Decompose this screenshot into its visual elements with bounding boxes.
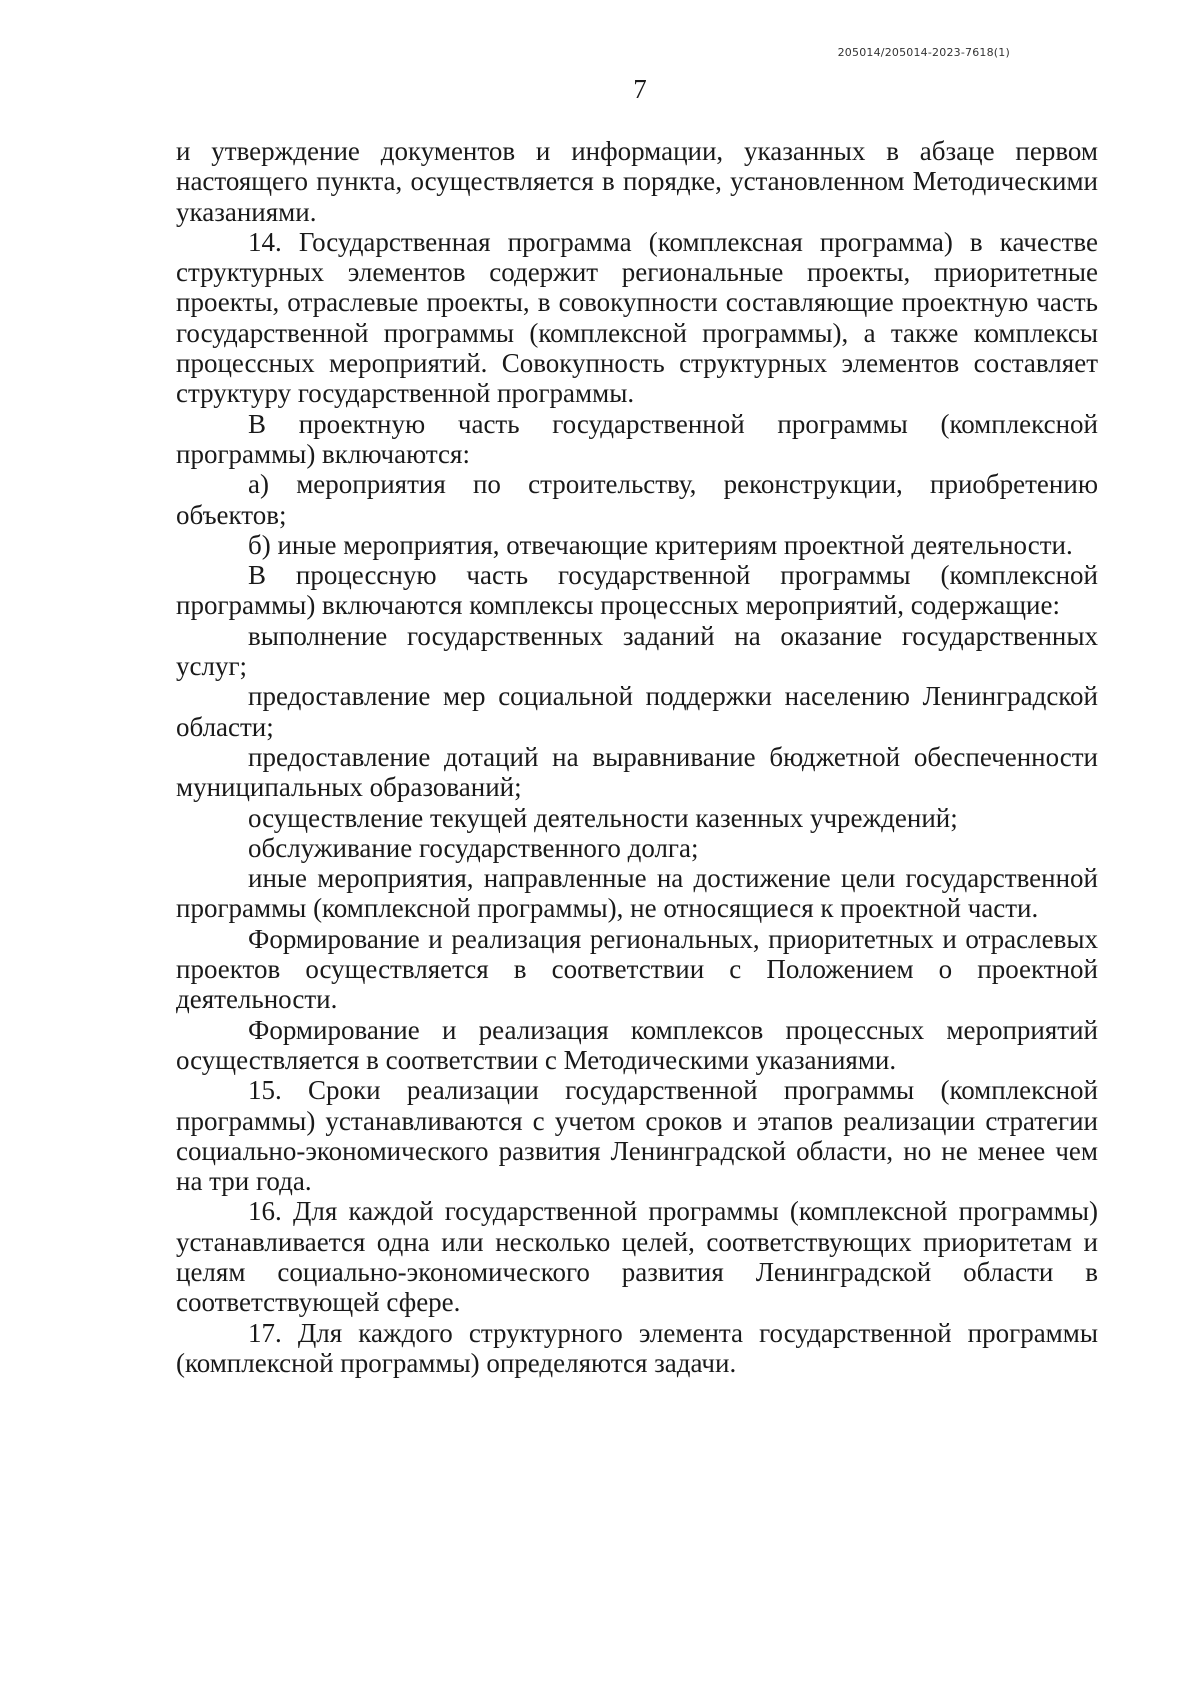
paragraph-item-14: 14. Государственная программа (комплексная программа) в качестве структурных элементов содержит региональные проекты, приоритетные проекты, отраслевые проекты, в совокупности составляющие проектную часть государственной программы (комплексной программы), а также комплексы процессных мероприятий. Совокупность структурных элементов составляет структуру государственной программы.	[176, 226, 1098, 409]
list-item: иные мероприятия, направленные на достижение цели государственной программы (комплексной программы), не относящиеся к проектной части.	[176, 863, 1098, 924]
document-body	[176, 136, 1098, 1378]
paragraph-process-part: В процессную часть государственной программы (комплексной программы) включаются комплексы процессных мероприятий, содержащие:	[176, 560, 1098, 621]
paragraph-projects-formation: Формирование и реализация региональных, приоритетных и отраслевых проектов осуществляется в соответствии с Положением о проектной деятельности.	[176, 923, 1098, 1015]
list-item: осуществление текущей деятельности казенных учреждений;	[248, 802, 958, 833]
list-item-b: б) иные мероприятия, отвечающие критериям проектной деятельности.	[248, 529, 1073, 560]
list-item: предоставление дотаций на выравнивание бюджетной обеспеченности муниципальных образований;	[176, 741, 1098, 803]
page-number: 7	[633, 74, 647, 104]
paragraph-item-15: 15. Сроки реализации государственной программы (комплексной программы) устанавливаются с учетом сроков и этапов реализации стратегии социально-экономического развития Ленинградской области, но не менее чем на три года.	[176, 1075, 1098, 1197]
document-id: 205014/205014-2023-7618(1)	[837, 46, 1010, 59]
paragraph-continuation: и утверждение документов и информации, указанных в абзаце первом настоящего пункта, осуществляется в порядке, установленном Методическими указаниями.	[176, 136, 1098, 227]
paragraph-complexes-formation: Формирование и реализация комплексов процессных мероприятий осуществляется в соответствии с Методическими указаниями.	[176, 1014, 1098, 1075]
list-item: выполнение государственных заданий на оказание государственных услуг;	[176, 620, 1098, 682]
paragraph-item-17: 17. Для каждого структурного элемента государственной программы (комплексной программы) определяются задачи.	[176, 1317, 1098, 1378]
list-item-a: а) мероприятия по строительству, реконструкции, приобретению объектов;	[176, 469, 1098, 530]
list-item: предоставление мер социальной поддержки населению Ленинградской области;	[176, 681, 1098, 742]
list-item: обслуживание государственного долга;	[248, 832, 699, 863]
paragraph-project-part: В проектную часть государственной программы (комплексной программы) включаются:	[176, 408, 1098, 469]
paragraph-item-16: 16. Для каждой государственной программы (комплексной программы) устанавливается одна или несколько целей, соответствующих приоритетам и целям социально-экономического развития Ленинградской области в соответствующей сфере.	[176, 1196, 1098, 1318]
